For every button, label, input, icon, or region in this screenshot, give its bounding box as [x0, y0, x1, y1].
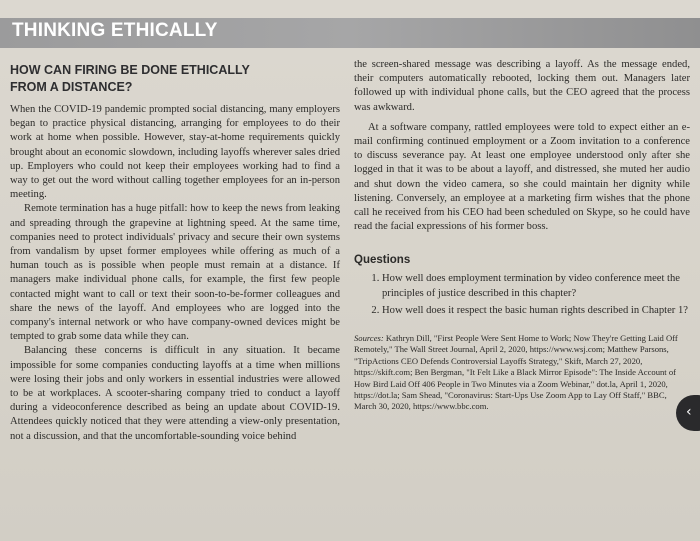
question-item: 2. How well does it respect the basic human rights described in Chapter 1? — [382, 304, 690, 318]
article-heading — [10, 62, 340, 96]
left-column — [10, 62, 340, 444]
right-column — [354, 58, 690, 413]
paragraph-3: Balancing these concerns is difficult in any situation. It became impossible for some companies conducting layoffs at a time when millions were losing their jobs and only workers in essential industries were allowed to be at workplaces. A scooter-sharing company tried to conduct a layoff during a videoconference described as being an update about COVID-19. Attendees quickly noticed that they were attending a view-only presentation, not a discussion, and that the uncomfortable-sounding voice behind — [10, 345, 340, 442]
heading-line-1: HOW CAN FIRING BE DONE ETHICALLY — [10, 63, 250, 77]
sources-note — [354, 333, 690, 413]
questions-list — [354, 272, 690, 318]
paragraph-2: Remote termination has a huge pitfall: how to keep the news from leaking and spreading through the grapevine at lightning speed. At the same time, companies need to protect individuals' privacy and secure their own systems from vandalism by upset former employees while offering as much of a human touch as is possible when people must remain at a distance. If managers make individual phone calls, for example, the first few people contacted might want to call or text their soon-to-be-former colleagues and share the news of the layoff. And employees who are logged into the company's internal network or who have company-owned devices might be tempted to grab some data while they can. — [10, 203, 340, 343]
paragraph-3-continued: the screen-shared message was describing a layoff. As the message ended, their computers automatically rebooted, locking them out. Managers later followed up with individual phone calls, but the CEO agreed that the process was awkward. — [354, 59, 690, 113]
question-item: 1. How well does employment termination by video conference meet the principles of justice described in this chapter? — [382, 272, 690, 300]
sources-text: Kathryn Dill, "First People Were Sent Home to Work; Now They're Getting Laid Off Remotely," The Wall Street Journal, April 2, 2020, https://www.wsj.com; Matthew Parsons, "TripActions CEO Defends Controversial Layoffs Strategy," Skift, March 27, 2020, https://skift.com; Ben Bergman, "It Felt Like a Black Mirror Episode": The Inside Account of How Bird Laid Off 406 People in Two Minutes via a Zoom Webinar," dot.la, April 1, 2020, https://dot.la; Sam Shead, "Coronavirus: Start-Ups Use Zoom App to Lay Off Staff," BBC, March 30, 2020, https://www.bbc.com. — [354, 333, 678, 412]
paragraph-4: At a software company, rattled employees were told to expect either an e-mail confirming continued employment or a Zoom invitation to a conference to discuss severance pay. At least one employee understood only after she logged in that it was to be about a layoff, and distressed, she muted her audio and shut down the video camera, so she could maintain her dignity while listening. Conversely, an employee at a marketing firm wishes that the phone call he received from his CEO had been scheduled on Skype, so he could have read the facial expressions of his former boss. — [354, 121, 690, 233]
heading-line-2: FROM A DISTANCE? — [10, 80, 133, 94]
side-tab[interactable] — [676, 395, 700, 431]
questions-heading: Questions — [354, 254, 411, 267]
chevron-left-icon: ‹ — [686, 404, 692, 420]
sources-label: Sources: — [354, 333, 384, 344]
section-banner — [0, 18, 700, 48]
banner-title: THINKING ETHICALLY — [12, 20, 218, 41]
paragraph-1: When the COVID-19 pandemic prompted social distancing, many employers began to practice physical distancing, arranging for employees to do their work at home when possible. However, stay-at-home requirements quickly brought about an economic slowdown, including layoffs wherever sales dried up. Employers who could not keep their employees working had to find a way to get out the word without calling together employees for an in-person meeting. — [10, 104, 340, 201]
